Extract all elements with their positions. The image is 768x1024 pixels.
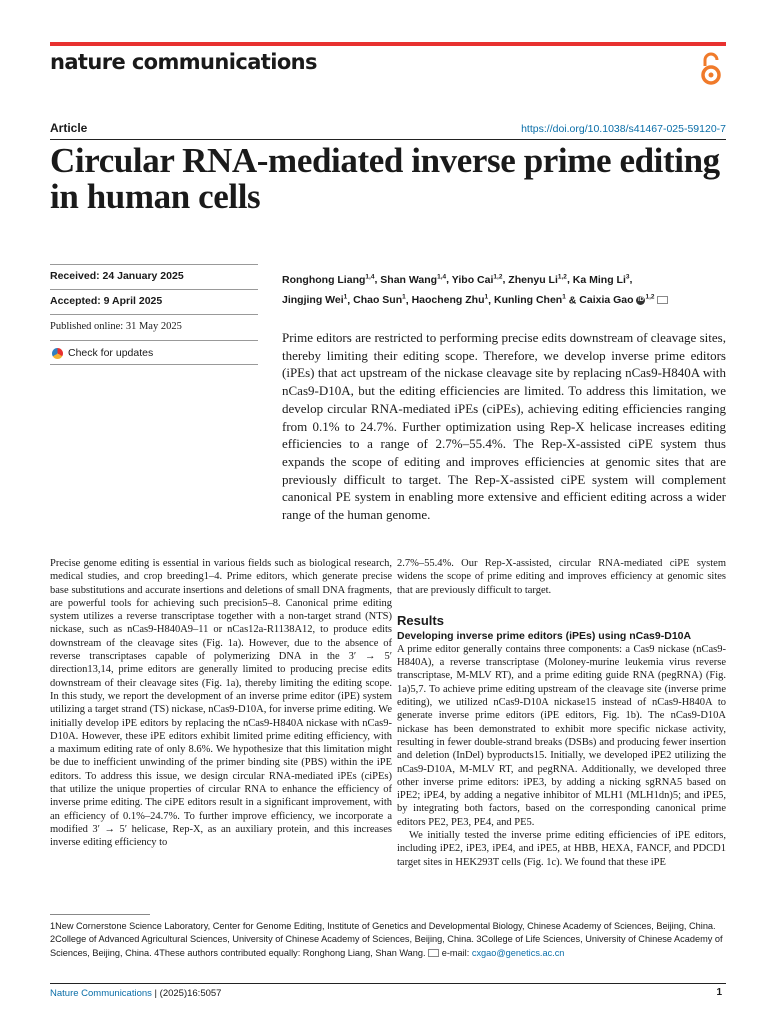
author[interactable]: Ka Ming Li$^3$ <box>572 273 630 286</box>
author[interactable]: Zhenyu Li$^{1,2}$ <box>508 273 567 286</box>
author-line: Ronghong Liang$^{1,4}$, Shan Wang$^{1,4}$, Yibo Cai$^{1,2}$, Zhenyu Li$^{1,2}$, Ka Ming Li$^3$, <box>282 273 633 286</box>
author-line: Jingjing Wei$^1$, Chao Sun$^1$, Haocheng Zhu$^1$, Kunling Chen$^1$ & Caixia Gao iD $^{1,2}$ <box>282 289 722 310</box>
footer-citation <box>50 988 221 999</box>
results-paragraph: A prime editor generally contains three components: a Cas9 nickase (nCas9-H840A), a reverse transcriptase (Moloney-murine leukemia virus reverse transcriptase, M-MLV RT), and a prime editing guide RNA (pegRNA) (Fig. 1a)5,7. To achieve prime editing upstream of the cleavage site (inverse prime editing), we utilized nCas9-D10A nickase15 instead of nCas9-H840A to generate inverse prime editors (iPE editors, Fig. 1b). The nCas9-D10A nickase has been demonstrated to exhibit more specific nickase activity, resulting in fewer double-strand breaks (DSBs) and producing fewer insertion and deletion (InDel) byproducts15. Initially, we developed iPE2 utilizing the nCas9-D10A, M-MLV RT, and pegRNA. Additionally, we developed three other inverse prime editors: iPE3, by adding a nicking sgRNA5 based on iPE2; iPE4, by adding a negative inhibitor of MLH1 (MLH1dn)5; and iPE5, by integrating both factors, based on the corresponding canonical prime editors PE2, PE3, PE4, and PE5. <box>397 643 726 828</box>
meta-divider <box>50 289 258 290</box>
footer-volume: | (2025)16:5057 <box>151 988 222 999</box>
accepted-date: Accepted: 9 April 2025 <box>50 295 163 307</box>
top-accent-rule <box>50 42 726 46</box>
title-line: in human cells <box>50 177 261 216</box>
author[interactable]: Ronghong Liang$^{1,4}$ <box>282 273 375 286</box>
author[interactable]: Caixia Gao iD $^{1,2}$ <box>579 293 655 306</box>
title-line: Circular RNA-mediated inverse prime editing <box>50 141 720 180</box>
email-icon[interactable] <box>657 296 668 304</box>
abstract: Prime editors are restricted to performing precise edits downstream of cleavage sites, thereby limiting their editing scope. Therefore, we develop inverse prime editors (iPEs) that act upstream of the nickase cleavage site by replacing nCas9-H840A with nCas9-D10A, but the editing efficiencies are limited. To address this limitation, we develop circular RNA-mediated iPEs (ciPEs), achieving editing efficiencies ranging from 0.1% to 24.7%. Further optimization using Rep-X helicase increases editing efficiencies to a range of 2.7%–55.4%. The Rep-X-assisted ciPE system thus expands the scope of editing and improves efficiencies at genomic sites that are previously difficult to target. The Rep-X-assisted ciPE system will complement canonical PE system in enabling more extensive and efficient editing across a wider range of the human genome. <box>282 330 726 523</box>
footer-journal-link[interactable]: Nature Communications <box>50 988 152 999</box>
affiliations-text: 1New Cornerstone Science Laboratory, Center for Genome Editing, Institute of Genetics and Developmental Biology, Chinese Academy of Sciences, Beijing, China. 2College of Advanced Agricultural Sciences, University of Chinese Academy of Sciences, Beijing, China. 3College of Life Sciences, University of Chinese Academy of Sciences, Beijing, China. 4These authors contributed equally: Ronghong Liang, Shan Wang. <box>50 921 723 958</box>
meta-divider <box>50 340 258 341</box>
article-title <box>50 143 740 215</box>
page-number: 1 <box>716 987 722 998</box>
open-access-icon <box>699 52 723 86</box>
footer-divider <box>50 983 726 984</box>
check-updates-label: Check for updates <box>68 347 154 359</box>
meta-divider <box>50 364 258 365</box>
orcid-icon[interactable]: iD <box>637 296 644 303</box>
email-label: e-mail: <box>441 947 470 958</box>
body-column-right <box>397 557 726 869</box>
crossmark-icon <box>52 348 63 359</box>
author[interactable]: Chao Sun$^1$ <box>353 293 406 306</box>
section-subheading: Developing inverse prime editors (iPEs) using nCas9-D10A <box>397 629 692 642</box>
author[interactable]: Kunling Chen$^1$ <box>493 293 566 306</box>
published-date: Published online: 31 May 2025 <box>50 321 182 332</box>
footnote-divider <box>50 914 150 915</box>
journal-name: nature communications <box>50 50 317 74</box>
results-paragraph: We initially tested the inverse prime editing efficiencies of iPE editors, including iPE2, iPE3, iPE4, and iPE5, at HBB, HEXA, FANCF, and PDCD1 target sites in HEK293T cells (Fig. 1c). We found that these iPE <box>397 830 726 868</box>
intro-paragraph: Precise genome editing is essential in various fields such as biological research, medical studies, and crop breeding1–4. Prime editors, which generate precise base substitutions and accurate insertions and deletions of small DNA fragments, are powerful tools for achieving such precision5–8. Canonical prime editing system utilizes a reverse transcriptase together with a non-target strand (NTS) nickase, such as nCas9-H840A9–11 or nCas12a-R1138A12, to produce edits downstream of the cleavage sites (Fig. 1a). However, due to the absence of reverse transcriptases capable of polymerizing DNA in the 3′ → 5′ direction13,14, prime editors are generally limited to producing precise edits downstream of their cleavage sites (Fig. 1a), thereby limiting the editing scope. In this study, we report the development of an inverse prime editor (iPE) system utilizing a target strand (TS) nickase, nCas9-D10A, for inverse prime editing. We initially develop iPE editors by replacing the nCas9-H840A nickase with nCas9-D10A. However, these iPE editors exhibit limited prime editing efficiency, with a maximum editing rate of only 8.6%. We hypothesize that this limitation might be due to inefficient unwinding of the primer binding site (PBS) within the iPE editors. To address this issue, we design circular RNA-mediated iPEs (ciPEs) that utilize the unique properties of circular RNA to enhance the efficiency of inverse prime editing. The ciPE editors result in a significant improvement, with an efficiency of 0.1%–24.7%. To further improve efficiency, we incorporate a modified 3′ → 5′ helicase, Rep-X, as an auxiliary protein, and this increases inverse editing efficiency to <box>50 558 392 849</box>
email-link[interactable]: cxgao@genetics.ac.cn <box>471 947 565 958</box>
article-type: Article <box>50 121 88 135</box>
author[interactable]: Shan Wang$^{1,4}$ <box>380 273 447 286</box>
author[interactable]: Yibo Cai$^{1,2}$ <box>451 273 503 286</box>
affiliations-footnote <box>50 920 726 960</box>
email-icon <box>428 949 439 957</box>
check-for-updates-button[interactable] <box>52 347 153 359</box>
doi-link[interactable]: https://doi.org/10.1038/s41467-025-59120-7 <box>521 123 726 135</box>
author[interactable]: Jingjing Wei$^1$ <box>282 293 348 306</box>
meta-divider <box>50 314 258 315</box>
received-date: Received: 24 January 2025 <box>50 270 184 282</box>
body-column-left <box>50 557 392 850</box>
author-list <box>282 268 722 309</box>
results-heading: Results <box>397 612 444 628</box>
meta-divider <box>50 264 258 265</box>
intro-paragraph-continued: 2.7%–55.4%. Our Rep-X-assisted, circular RNA-mediated ciPE system widens the scope of prime editing and improves efficiency at genomic sites that are previously difficult to target. <box>397 558 726 596</box>
header-divider <box>50 139 726 140</box>
author[interactable]: Haocheng Zhu$^1$ <box>411 293 489 306</box>
